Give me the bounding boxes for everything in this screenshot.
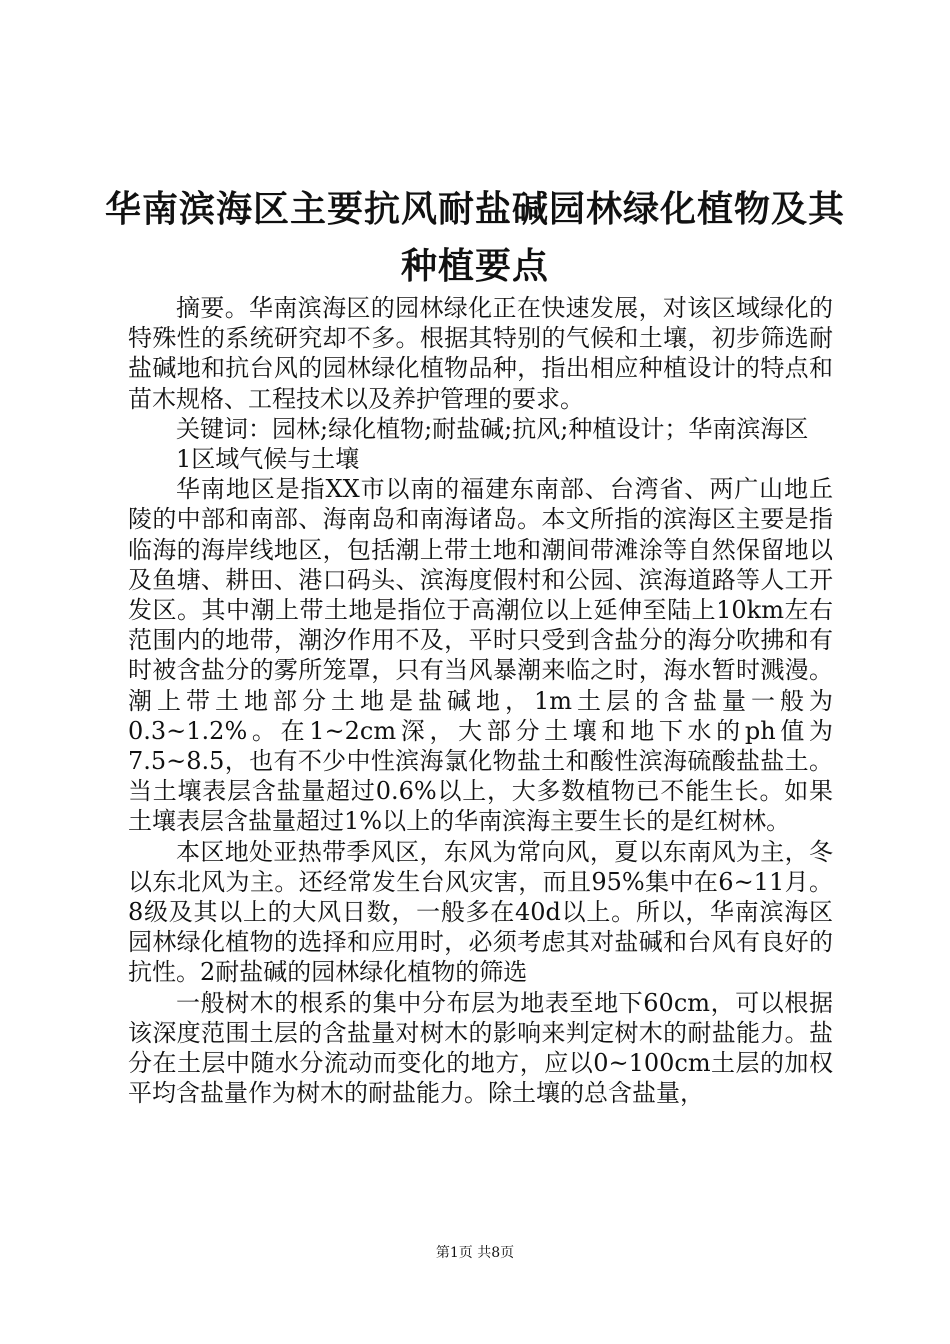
section-heading: 1区域气候与土壤 xyxy=(176,445,360,474)
keywords-paragraph: 关键词：园林;绿化植物;耐盐碱;抗风;种植设计；华南滨海区 xyxy=(176,414,809,443)
abstract-paragraph: 摘要。华南滨海区的园林绿化正在快速发展，对该区域绿化的特殊性的系统研究却不多。根据其特别的气候和土壤，初步筛选耐盐碱地和抗台风的园林绿化植物品种，指出相应种植设计的特点和苗木规格、工程技术以及养护管理的要求。 xyxy=(128,294,833,413)
body-paragraph: 华南地区是指XX市以南的福建东南部、台湾省、两广山地丘陵的中部和南部、海南岛和南海诸岛。本文所指的滨海区主要是指临海的海岸线地区，包括潮上带土地和潮间带滩涂等自然保留地以及鱼塘、耕田、港口码头、滨海度假村和公园、滨海道路等人工开发区。其中潮上带土地是指位于高潮位以上延伸至陆上10km左右范围内的地带，潮汐作用不及，平时只受到含盐分的海分吹拂和有时被含盐分的雾所笼罩，只有当风暴潮来临之时，海水暂时溅漫。潮上带土地部分土地是盐碱地，1m土层的含盐量一般为0.3~1.2%。在1~2cm深，大部分土壤和地下水的ph值为7.5~8.5，也有不少中性滨海氯化物盐土和酸性滨海硫酸盐盐土。当土壤表层含盐量超过0.6%以上，大多数植物已不能生长。如果土壤表层含盐量超过1%以上的华南滨海主要生长的是红树林。 xyxy=(128,475,833,836)
page-footer: 第1页 共8页 xyxy=(435,1245,515,1261)
document-title-line-2: 种植要点 xyxy=(400,246,549,287)
body-paragraph: 本区地处亚热带季风区，东风为常向风，夏以东南风为主，冬以东北风为主。还经常发生台风灾害，而且95%集中在6~11月。8级及其以上的大风日数，一般多在40d以上。所以，华南滨海区园林绿化植物的选择和应用时，必须考虑其对盐碱和台风有良好的抗性。2耐盐碱的园林绿化植物的筛选 xyxy=(128,837,833,987)
document-title-line-1: 华南滨海区主要抗风耐盐碱园林绿化植物及其 xyxy=(104,189,845,230)
document-body xyxy=(128,293,833,1108)
body-paragraph: 一般树木的根系的集中分布层为地表至地下60cm，可以根据该深度范围土层的含盐量对树木的影响来判定树木的耐盐能力。盐分在土层中随水分流动而变化的地方，应以0~100cm土层的加权平均含盐量作为树木的耐盐能力。除土壤的总含盐量， xyxy=(128,988,833,1108)
